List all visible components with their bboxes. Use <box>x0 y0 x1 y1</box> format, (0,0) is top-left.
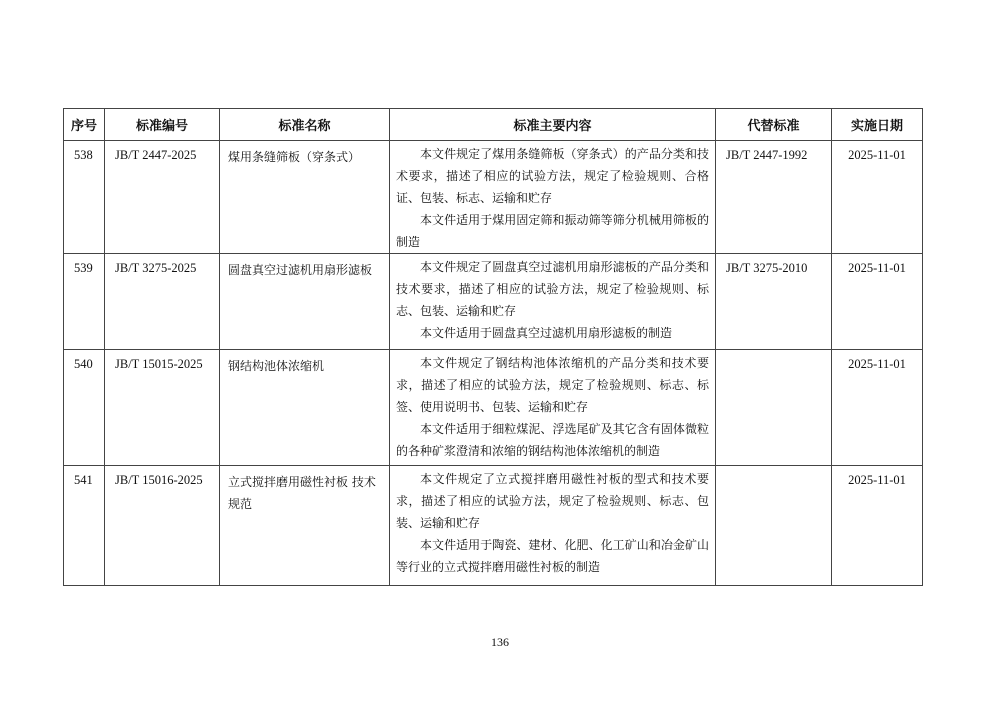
row-content <box>390 141 716 254</box>
content-paragraph: 本文件规定了圆盘真空过滤机用扇形滤板的产品分类和技术要求，描述了相应的试验方法，规定了检验规则、标志、包装、运输和贮存 <box>396 260 709 318</box>
row-name: 煤用条缝筛板（穿条式） <box>220 141 390 254</box>
header-date: 实施日期 <box>832 109 923 141</box>
content-paragraph: 本文件规定了立式搅拌磨用磁性衬板的型式和技术要求，描述了相应的试验方法，规定了检验规则、标志、包装、运输和贮存 <box>396 472 709 530</box>
content-paragraph: 本文件规定了钢结构池体浓缩机的产品分类和技术要求，描述了相应的试验方法，规定了检验规则、标志、标签、使用说明书、包装、运输和贮存 <box>396 356 709 414</box>
row-name: 钢结构池体浓缩机 <box>220 350 390 466</box>
row-replaces <box>716 466 832 586</box>
row-seq: 540 <box>64 350 105 466</box>
row-name: 圆盘真空过滤机用扇形滤板 <box>220 254 390 350</box>
row-seq: 538 <box>64 141 105 254</box>
row-content <box>390 254 716 350</box>
row-content <box>390 466 716 586</box>
table-row <box>64 254 923 350</box>
content-paragraph: 本文件规定了煤用条缝筛板（穿条式）的产品分类和技术要求，描述了相应的试验方法，规定了检验规则、合格证、包装、标志、运输和贮存 <box>396 147 709 205</box>
header-seq: 序号 <box>64 109 105 141</box>
content-paragraph: 本文件适用于细粒煤泥、浮选尾矿及其它含有固体微粒的各种矿浆澄清和浓缩的钢结构池体浓缩机的制造 <box>396 422 709 458</box>
content-paragraph: 本文件适用于陶瓷、建材、化肥、化工矿山和冶金矿山等行业的立式搅拌磨用磁性衬板的制造 <box>396 538 709 574</box>
row-date: 2025-11-01 <box>832 254 923 350</box>
table-row <box>64 141 923 254</box>
row-code: JB/T 15015-2025 <box>105 350 220 466</box>
row-code: JB/T 2447-2025 <box>105 141 220 254</box>
content-paragraph: 本文件适用于煤用固定筛和振动筛等筛分机械用筛板的制造 <box>396 213 709 249</box>
page-number: 136 <box>491 635 509 649</box>
row-code: JB/T 15016-2025 <box>105 466 220 586</box>
content-paragraph: 本文件适用于圆盘真空过滤机用扇形滤板的制造 <box>420 326 673 340</box>
row-replaces: JB/T 3275-2010 <box>716 254 832 350</box>
row-seq: 541 <box>64 466 105 586</box>
header-content: 标准主要内容 <box>390 109 716 141</box>
row-seq: 539 <box>64 254 105 350</box>
row-date: 2025-11-01 <box>832 141 923 254</box>
standards-table <box>63 108 923 586</box>
row-date: 2025-11-01 <box>832 466 923 586</box>
row-code: JB/T 3275-2025 <box>105 254 220 350</box>
row-content <box>390 350 716 466</box>
row-replaces: JB/T 2447-1992 <box>716 141 832 254</box>
table-row <box>64 350 923 466</box>
header-code: 标准编号 <box>105 109 220 141</box>
table-header-row <box>64 109 923 141</box>
row-replaces <box>716 350 832 466</box>
header-name: 标准名称 <box>220 109 390 141</box>
row-date: 2025-11-01 <box>832 350 923 466</box>
header-replaces: 代替标准 <box>716 109 832 141</box>
row-name: 立式搅拌磨用磁性衬板 技术规范 <box>220 466 390 586</box>
table-row <box>64 466 923 586</box>
